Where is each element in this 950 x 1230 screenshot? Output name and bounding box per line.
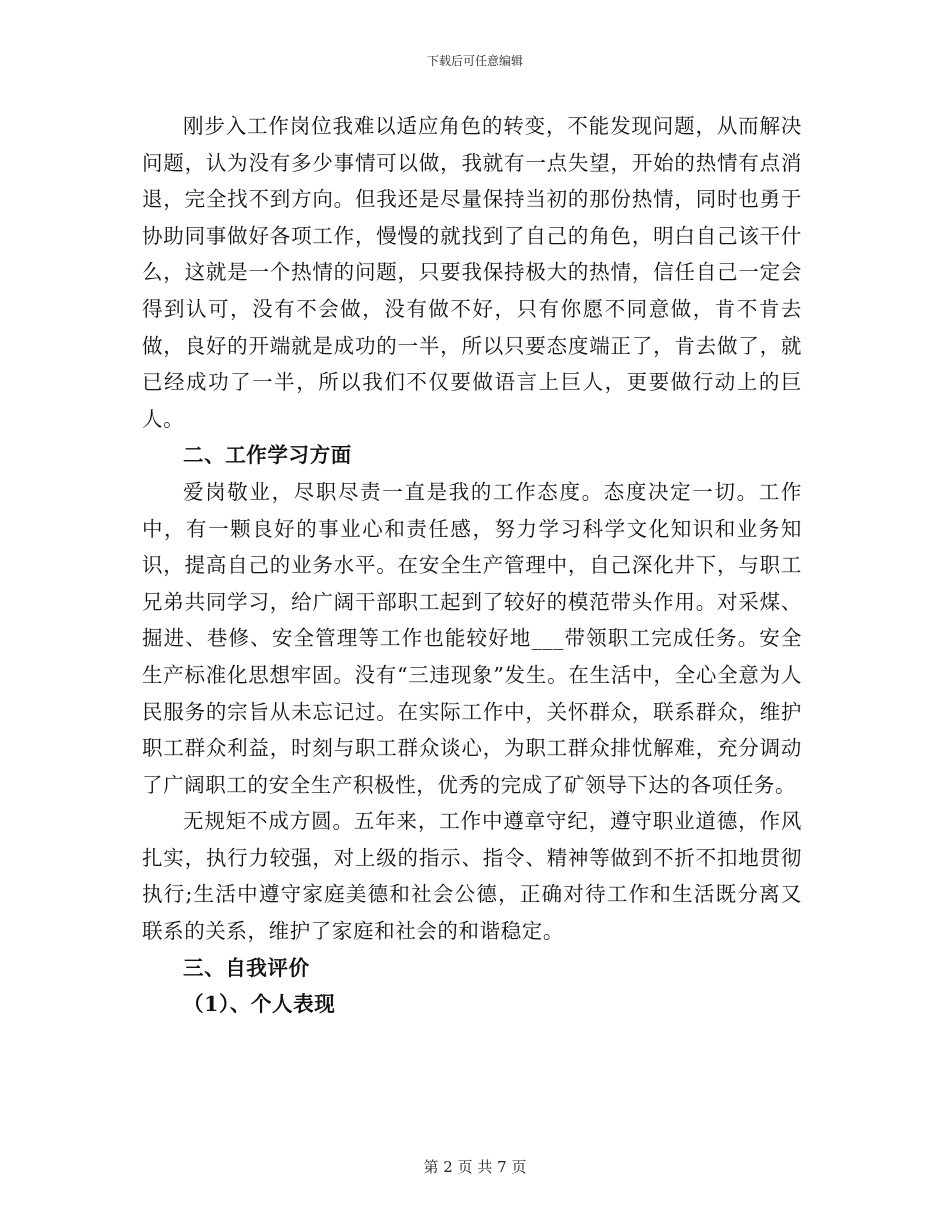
section-heading-self-evaluation: 三、自我评价 [183,955,310,980]
page-number-footer: 第 2 页 共 7 页 [423,1158,527,1176]
page-header-note: 下载后可任意编辑 [426,54,523,68]
document-body [142,108,802,1023]
subsection-heading-personal-performance: （1）、个人表现 [183,992,336,1017]
paragraph-work-attitude: 爱岗敬业，尽职尽责一直是我的工作态度。态度决定一切。工作中，有一颗良好的事业心和责任感，努力学习科学文化知识和业务知识，提高自己的业务水平。在安全生产管理中，自己深化井下，与职工兄弟共同学习，给广阔干部职工起到了较好的模范带头作用。对采煤、掘进、巷修、安全管理等工作也能较好地___带领职工完成任务。安全生产标准化思想牢固。没有“三违现象”发生。在生活中，全心全意为人民服务的宗旨从未忘记过。在实际工作中，关怀群众，联系群众，维护职工群众利益，时刻与职工群众谈心，为职工群众排忧解难，充分调动了广阔职工的安全生产积极性，优秀的完成了矿领导下达的各项任务。 [142,479,802,797]
paragraph-rules-discipline: 无规矩不成方圆。五年来，工作中遵章守纪，遵守职业道德，作风扎实，执行力较强，对上级的指示、指令、精神等做到不折不扣地贯彻执行;生活中遵守家庭美德和社会公德，正确对待工作和生活既分离又联系的关系，维护了家庭和社会的和谐稳定。 [142,809,802,944]
paragraph-role-adaptation: 刚步入工作岗位我难以适应角色的转变，不能发现问题，从而解决问题，认为没有多少事情可以做，我就有一点失望，开始的热情有点消退，完全找不到方向。但我还是尽量保持当初的那份热情，同时也勇于协助同事做好各项工作，慢慢的就找到了自己的角色，明白自己该干什么，这就是一个热情的问题，只要我保持极大的热情，信任自己一定会得到认可，没有不会做，没有做不好，只有你愿不同意做，肯不肯去做，良好的开端就是成功的一半，所以只要态度端正了，肯去做了，就已经成功了一半，所以我们不仅要做语言上巨人，更要做行动上的巨人。 [142,114,802,431]
section-heading-work-study: 二、工作学习方面 [183,443,352,468]
